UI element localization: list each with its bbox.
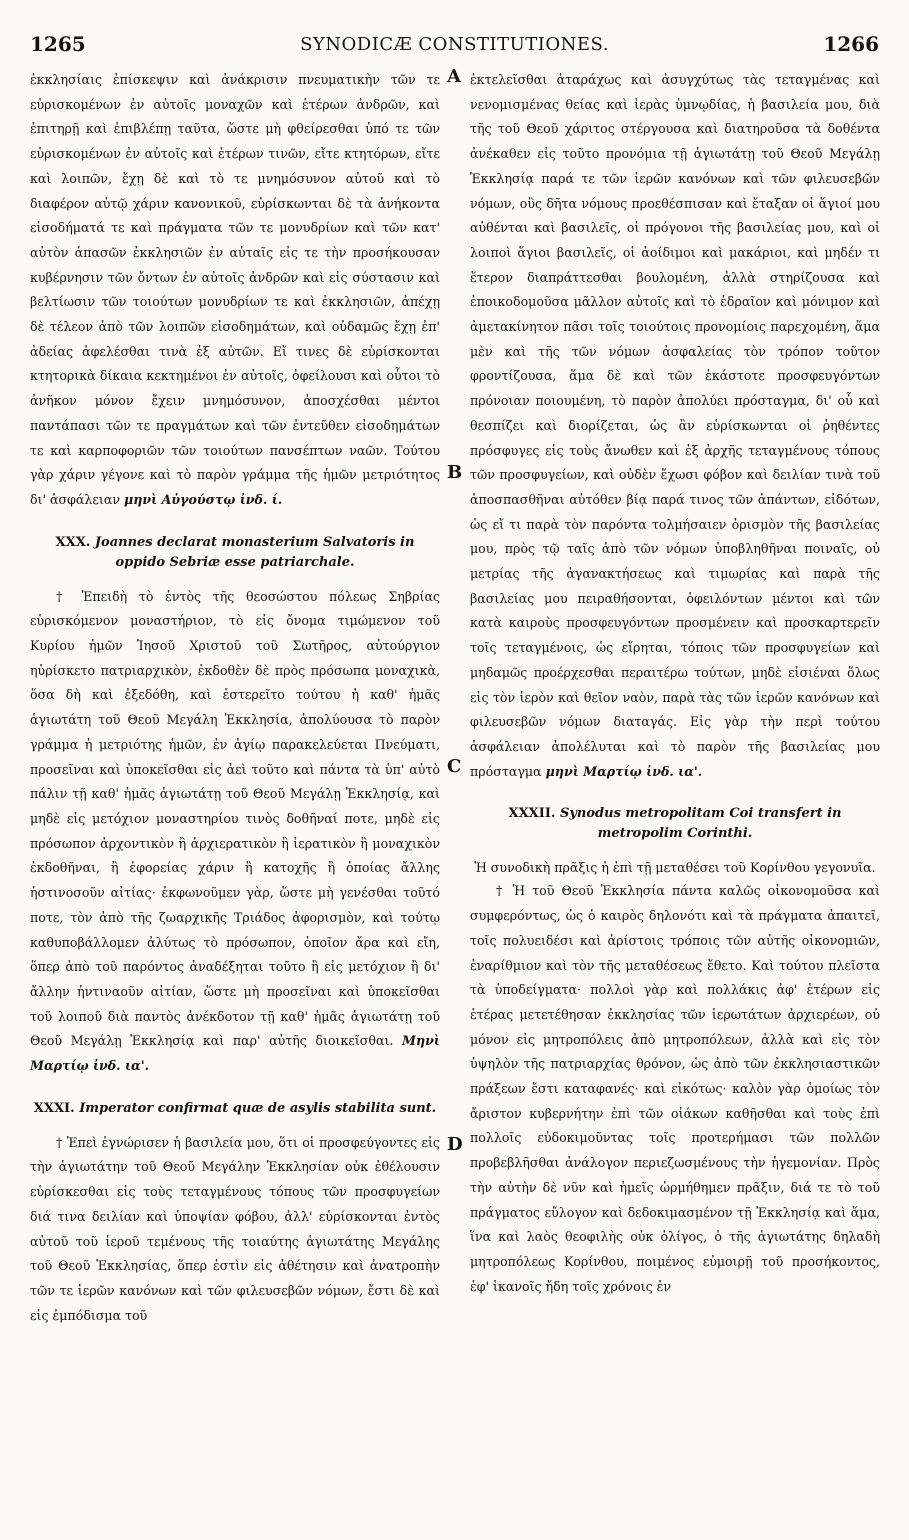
section-title: Imperator confirmat quæ de asylis stabilita sunt.: [79, 1100, 437, 1116]
margin-marker-d: D: [447, 1134, 463, 1155]
paragraph: [470, 879, 880, 1299]
margin-marker-c: C: [447, 756, 462, 777]
paragraph-text: ἐκτελεῖσθαι ἀταράχως καὶ ἀσυγχύτως τὰς τεταγμένας καὶ νενομισμένας θείας καὶ ἱερὰς ὑμνῳδίας, ἡ βασιλεία μου, διὰ τῆς τοῦ Θεοῦ χάριτος στέργουσα καὶ διατηροῦσα τὰ δοθέντα ἀνέκαθεν εἰς τοῦτο προνόμια τῇ ἁγιωτάτῃ τοῦ Θεοῦ Μεγάλῃ Ἐκκλησίᾳ παρά τε τῶν ἱερῶν κανόνων καὶ τῶν φιλευσεβῶν νόμων, οὓς δῆτα νόμους προεθέσπισαν καὶ ἔταξαν οἱ ἅγιοί μου αὐθένται καὶ βασιλεῖς, οἱ πρόγονοι τῆς βασιλείας μου, καὶ οἱ λοιποὶ ἅγιοι βασιλεῖς, οἱ ἀοίδιμοι καὶ μακάριοι, καὶ μηδέν τι ἕτερον διαπράττεσθαι βουλομένη, ἀλλὰ στηρίζουσα καὶ ἐποικοδομοῦσα μᾶλλον αὐτοῖς καὶ τὸ ἑδραῖον καὶ μόνιμον καὶ ἀμετακίνητον πᾶσι τοῖς τοιούτοις προνομίοις παρεχομένη, ἅμα μὲν καὶ τῆς τῶν νόμων ἀσφαλείας τὸν τρόπον τοῦτον φροντίζουσα, ἅμα δὲ καὶ τῶν ἑκάστοτε προσφευγόντων πρόνοιαν ποιουμένη, τὸ παρὸν ἀπολύει πρόσταγμα, δι' οὗ καὶ θεσπίζει καὶ διορίζεται, ὡς ἂν εὑρίσκωνται οἱ ῥηθέντες πρόσφυγες εἰς τοὺς ἄνωθεν καὶ ἐξ ἀρχῆς τεταγμένους τόπους τῶν προσφυγείων, καὶ οὐδὲν ἔχωσι φόβον καὶ δειλίαν τινὰ τοῦ ἀποσπασθῆναι αὐτόθεν βίᾳ παρά τινος τῶν ἁπάντων, εἰδότων, ὡς εἴ τι παρὰ τὸν παρόντα τολμήσαιεν ὁρισμὸν τῆς βασιλείας μου, πρὸς τῷ ταῖς ἀπὸ τῶν νόμων ὑποβληθῆναι ποιναῖς, οὐ μετρίας τῆς ἀγανακτήσεως καὶ τιμωρίας καὶ παρὰ τῆς βασιλείας μου πειραθήσονται, ὀφειλόντων μέντοι καὶ τῶν κατὰ καιροὺς προσφευγόντων προσμένειν καὶ προσκαρτερεῖν τοῖς τεταγμένοις, ὡς εἴρηται, τόποις τῶν προσφυγείων καὶ μηδαμῶς προέρχεσθαι περαιτέρω τούτων, μηδὲ εἰσιέναι ὅλως εἰς τὸν ἱερὸν καὶ θεῖον ναὸν, παρὰ τὰς τῶν ἱερῶν κανόνων καὶ φιλευσεβῶν νόμων διαταγάς. Εἰς γὰρ τὴν περὶ τούτου ἀσφάλειαν ἀπολέλυται καὶ τὸ παρὸν τῆς βασιλείας μου πρόσταγμα: [470, 72, 880, 779]
right-column: [470, 68, 880, 1299]
paragraph: [30, 68, 440, 513]
date-line: Μηνὶ Μαρτίῳ ἰνδ. ια'.: [30, 1033, 440, 1074]
date-line: μηνὶ Μαρτίῳ ἰνδ. ια'.: [545, 763, 703, 779]
page-number-right: 1266: [823, 32, 879, 56]
paragraph: [30, 1131, 440, 1329]
section-title: Synodus metropolitam Coi transfert in metropolim Corinthi.: [559, 806, 842, 842]
left-column: [30, 68, 440, 1328]
section-number: XXXI.: [33, 1100, 75, 1116]
paragraph: [30, 585, 440, 1079]
section-number: XXXII.: [508, 806, 556, 822]
running-title: SYNODICÆ CONSTITUTIONES.: [300, 34, 609, 55]
section-number: XXX.: [55, 534, 91, 550]
section-heading-31: [30, 1099, 440, 1119]
paragraph-text: † Ἐπειδὴ τὸ ἐντὸς τῆς θεοσώστου πόλεως Σηβρίας εὑρισκόμενον μοναστήριον, τὸ εἰς ὄνομα τιμώμενον τοῦ Κυρίου ἡμῶν Ἰησοῦ Χριστοῦ τοῦ Σωτῆρος, αὐτούργιον ηὑρίσκετο πατριαρχικὸν, ἐκδοθὲν δὲ πρὸς πρόσωπα μοναχικὰ, ὅσα δὴ καὶ ἐξεδόθη, καὶ ἐστερεῖτο τούτου ἡ καθ' ἡμᾶς ἁγιωτάτη τοῦ Θεοῦ Μεγάλη Ἐκκλησία, ἀπολύουσα τὸ παρὸν γράμμα ἡ μετριότης ἡμῶν, ἐν ἁγίῳ παρακελεύεται Πνεύματι, προσεῖναι καὶ ὑποκεῖσθαι εἰς ἀεὶ τοῦτο καὶ πάντα τὰ ὑπ' αὐτὸ πάλιν τῇ καθ' ἡμᾶς ἁγιωτάτῃ τοῦ Θεοῦ Μεγάλῃ Ἐκκλησίᾳ, καὶ μηδὲ εἰς μετόχιον μοναστηρίου τινὸς δοθῆναί ποτε, μηδὲ εἰς πρόσωπον ἀρχοντικὸν ἢ ἀρχιερατικὸν ἢ ἱερατικὸν ἢ μοναχικὸν ἐκδοθῆναι, ἢ ἐφορείας χάριν ἢ κατοχῆς ἢ ὁποίας ἄλλης ἡστινοσοῦν αἰτίας· ἐκφωνοῦμεν γὰρ, ὥστε μὴ γενέσθαι τοῦτό ποτε, τὸν ἀπὸ τῆς ζωαρχικῆς Τριάδος ἀφορισμὸν, καὶ τούτῳ καθυποβάλλομεν ἀλύτως τὸ πρόσωπον, ὁποῖον ἄρα καὶ εἴη, ὅπερ ἀπὸ τοῦ παρόντος ἀναδέξηται τοῦτο ἢ εἰς μετόχιον ἢ δι' ἄλλην ἡντιναοῦν αἰτίαν, ὥστε μὴ προσεῖναι καὶ ὑποκεῖσθαι τοῦ λοιποῦ διὰ παντὸς ἀνέκδοτον τῇ καθ' ἡμᾶς ἁγιωτάτῃ τοῦ Θεοῦ Μεγάλῃ Ἐκκλησίᾳ καὶ παρ' αὐτῆς διοικεῖσθαι.: [30, 588, 440, 1049]
section-heading-30: [30, 533, 440, 573]
page-number-left: 1265: [30, 32, 86, 56]
paragraph-text: ἐκκλησίαις ἐπίσκεψιν καὶ ἀνάκρισιν πνευματικὴν τῶν τε εὑρισκομένων ἐν αὐτοῖς μοναχῶν καὶ ἑτέρων ἀνδρῶν, καὶ ἐπιτηρῇ καὶ ἐπιβλέπῃ ταῦτα, ὥστε μὴ φθείρεσθαι ὑπό τε τῶν εὑρισκομένων ἐν αὐτοῖς καὶ ἑτέρων τινῶν, εἴτε κτητόρων, εἴτε καὶ λοιπῶν, ἔχῃ δὲ καὶ τὸ τε μνημόσυνον αὐτοῦ καὶ τὸ διαφέρον αὐτῷ χάριν κανονικοῦ, εὑρίσκωνται δὲ τὰ ἀνήκοντα εἰσοδήματά τε καὶ πράγματα τῶν τε μονυδρίων καὶ τῶν κατ' αὐτὸν ἁπασῶν ἐκκλησιῶν ἐν αὐταῖς εἰς τε τὴν προσήκουσαν κυβέρνησιν τῶν ὄντων ἐν αὐτοῖς ἀνδρῶν καὶ εἰς σύστασιν καὶ βελτίωσιν τῶν τοιούτων μονυδρίων τε καὶ ἐκκλησιῶν, ἀπέχῃ δὲ τέλεον ἀπὸ τῶν λοιπῶν εἰσοδημάτων, καὶ οὐδαμῶς ἔχῃ ἐπ' ἀδείας ἀφελέσθαι τινὰ ἐξ αὐτῶν. Εἴ τινες δὲ εὑρίσκονται κτητορικὰ δίκαια κεκτημένοι ἐν αὐτοῖς, ὀφείλουσι καὶ οὗτοι τὸ ἀνῆκον μόνον ἔχειν μνημόσυνον, ἀποσχέσθαι μέντοι παντάπασι τῶν τε πραγμάτων καὶ τῶν ἐντεῦθεν εἰσοδημάτων τε καὶ καρποφοριῶν τῶν τοιούτων πανσέπτων ναῶν. Τούτου γὰρ χάριν γέγονε καὶ τὸ παρὸν γράμμα τῆς ἡμῶν μετριότητος δι' ἀσφάλειαν: [30, 72, 440, 507]
margin-marker-a: A: [447, 66, 461, 87]
section-subtitle: Ἡ συνοδικὴ πρᾶξις ἡ ἐπὶ τῇ μεταθέσει τοῦ Κορίνθου γεγονυῖα.: [474, 860, 876, 876]
running-header: [30, 32, 879, 62]
paragraph-text: † Ἡ τοῦ Θεοῦ Ἐκκλησία πάντα καλῶς οἰκονομοῦσα καὶ συμφερόντως, ὡς ὁ καιρὸς δηλονότι καὶ τὰ πράγματα ἀπαιτεῖ, τοῖς πολυειδέσι καὶ ἀρίστοις τρόποις τῶν αὐτῆς οἰκονομιῶν, ἐναρίθμιον καὶ τὸν τῆς μεταθέσεως ἔθετο. Καὶ τούτου πλεῖστα τὰ ὑποδείγματα· πολλοὶ γὰρ καὶ πολλάκις ἀφ' ἑτέρων εἰς ἑτέρας μετετέθησαν ἐκκλησίας τῶν ἱερωτάτων ἀρχιερέων, οὐ μόνον εἰς μητροπόλεις ἀπὸ μητροπόλεων, ἀλλὰ καὶ εἰς τὸν ὑψηλὸν τῆς πατριαρχίας θρόνον, ὡς ἀπὸ τῶν ἐκκλησιαστικῶν πράξεων ἔστι καταφανές· καὶ εἰκότως· καλὸν γὰρ ὁμοίως τὸν ἄριστον κυβερνήτην ἐπὶ τῶν οἰάκων καθῆσθαι καὶ τοὺς ἐπὶ πολλοῖς εὐδοκιμοῦντας τοῖς προτερήμασι τῶν πολλῶν προβεβλῆσθαι ἀνάλογον περιεζωσμένους τὴν ἡγεμονίαν. Πρὸς τὴν αὐτὴν δὲ νῦν καὶ ἡμεῖς ὡρμήθημεν πρᾶξιν, διά τε τὸ τοῦ πράγματος εὔλογον καὶ δεδοκιμασμένον τῇ Ἐκκλησίᾳ καὶ ἅμα, ἵνα καὶ λαὸς θεοφιλὴς οὐκ ὀλίγος, ὁ τῆς ἁγιωτάτης δηλαδὴ μητροπόλεως Κορίνθου, ποιμένος εὐμοιρῇ τοῦ προσήκοντος, ἐφ' ἱκανοῖς ἤδη τοῖς χρόνοις ἐν: [470, 883, 880, 1294]
section-heading-32: [470, 804, 880, 844]
section-title: Joannes declarat monasterium Salvatoris in oppido Sebriæ esse patriarchale.: [94, 534, 415, 570]
paragraph: [470, 68, 880, 784]
margin-marker-b: B: [447, 462, 463, 483]
paragraph-text: † Ἐπεὶ ἐγνώρισεν ἡ βασιλεία μου, ὅτι οἱ προσφεύγοντες εἰς τὴν ἁγιωτάτην τοῦ Θεοῦ Μεγάλην Ἐκκλησίαν οὐκ ἐθέλουσιν εὑρίσκεσθαι εἰς τοὺς τεταγμένους τόπους τῶν προσφυγείων διά τινα δειλίαν καὶ ὑποψίαν φόβου, ἀλλ' εὑρίσκονται ἐντὸς αὐτοῦ τοῦ ἱεροῦ τεμένους τῆς τοιαύτης ἁγιωτάτης Μεγάλης τοῦ Θεοῦ Ἐκκλησίας, ὅπερ ἐστὶν εἰς ἀθέτησιν καὶ ἀνατροπὴν τῶν τε ἱερῶν κανόνων καὶ τῶν φιλευσεβῶν νόμων, ἔστι δὲ καὶ εἰς ἐμπόδισμα τοῦ: [30, 1134, 440, 1323]
date-line: μηνὶ Αὐγούστῳ ἰνδ. ί.: [124, 491, 283, 507]
